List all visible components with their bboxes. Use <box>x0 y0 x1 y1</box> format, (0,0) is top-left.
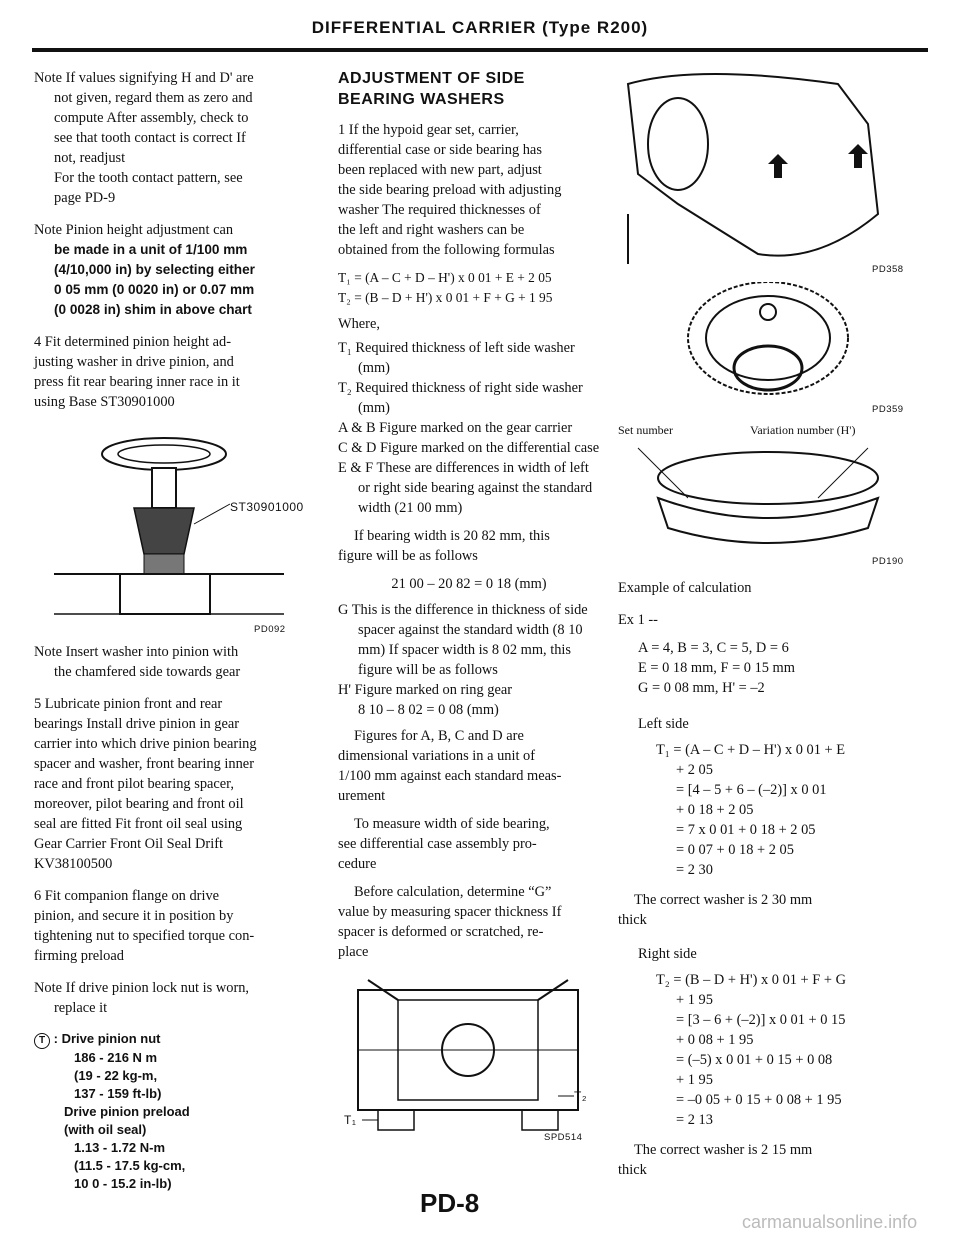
figure-ring-gear-marks <box>618 420 918 570</box>
formula-t2: T₂ = (B – D + H') x 0 01 + F + G + 1 95 <box>338 290 553 305</box>
definition-item: T₂ Required thickness of right side washer (mm) <box>338 380 583 416</box>
torque-spec <box>34 1030 296 1193</box>
before-paragraph: Before calculation, determine “G” value by measuring spacer thickness If spacer is deformed or scratched, re- place <box>338 884 562 960</box>
column-left <box>34 68 304 1193</box>
page-header: DIFFERENTIAL CARRIER (Type R200) <box>311 18 649 37</box>
intro-paragraph: 1 If the hypoid gear set, carrier, differential case or side bearing has been replaced with new part, adjust the side bearing preload with adjusting washer The required thicknesses of the left and right washers can be obtained from the following formulas <box>338 122 562 258</box>
text-line: page PD-9 <box>54 190 116 206</box>
ring-gear-illustration <box>618 282 918 412</box>
note-pinion-height <box>34 220 296 320</box>
figure-carrier-marks <box>618 64 918 274</box>
text-line: moreover, pilot bearing and front oil <box>34 796 244 812</box>
left-result: The correct washer is 2 30 mm thick <box>618 892 813 928</box>
spec-line: Drive pinion preload <box>64 1104 190 1119</box>
text-line: Note Pinion height adjustment can <box>34 222 234 238</box>
text-line: 6 Fit companion flange on drive <box>34 888 220 904</box>
where-label: Where, <box>338 316 380 332</box>
definition-list <box>338 338 600 518</box>
label-set-number: Set number <box>618 423 673 437</box>
text-line: be made in a unit of 1/100 mm <box>54 242 248 257</box>
text-line: (0 0028 in) shim in above chart <box>54 302 252 317</box>
text-line: Note Insert washer into pinion with <box>34 644 239 660</box>
header-rule <box>32 48 928 52</box>
column-middle <box>338 68 600 1148</box>
definition-item: C & D Figure marked on the differential case <box>338 440 600 456</box>
figure-differential-section <box>338 970 600 1143</box>
left-side-calc: T₁ = (A – C + D – H') x 0 01 + E + 2 05 = [4 – 5 + 6 – (–2)] x 0 01 + 0 18 + 2 05 = 7 x 0 01 + 0 18 + 2 05 = 0 07 + 0 18 + 2 05 = 2 30 <box>656 742 846 878</box>
figure-code: PD359 <box>872 404 904 415</box>
press-illustration <box>34 424 296 634</box>
text-line: Note If drive pinion lock nut is worn, <box>34 980 250 996</box>
text-line: the chamfered side towards gear <box>54 664 241 680</box>
torque-wrench-icon: T <box>34 1033 50 1049</box>
g-definition: G This is the difference in thickness of side spacer against the standard width (8 10 mm) If spacer width is 8 02 mm, this figure will be as follows H' Figure marked on ring gear <box>338 602 588 698</box>
bearing-width-text: If bearing width is 20 82 mm, this figure will be as follows <box>338 528 550 564</box>
text-line: replace it <box>54 1000 108 1016</box>
text-line: using Base ST30901000 <box>34 394 175 410</box>
label-variation-number: Variation number (H') <box>750 423 856 437</box>
text-line: firming preload <box>34 948 124 964</box>
text-line: Gear Carrier Front Oil Seal Drift <box>34 836 224 852</box>
label-t1: T₁ <box>344 1113 357 1127</box>
text-line: bearings Install drive pinion in gear <box>34 716 240 732</box>
figure-code: PD358 <box>872 264 904 275</box>
ring-gear-marks-illustration <box>618 438 918 568</box>
spec-line: (with oil seal) <box>64 1122 147 1137</box>
spec-line: (11.5 - 17.5 kg-cm, <box>74 1158 186 1173</box>
note-lock-nut <box>34 978 296 1018</box>
formula-t1: T₁ = (A – C + D – H') x 0 01 + E + 2 05 <box>338 270 552 285</box>
step-4 <box>34 332 296 412</box>
figure-ring-gear <box>618 282 918 415</box>
text-line: carrier into which drive pinion bearing <box>34 736 257 752</box>
spec-line: 1.13 - 1.72 N-m <box>74 1140 166 1155</box>
text-line: 5 Lubricate pinion front and rear <box>34 696 223 712</box>
text-line: pinion, and secure it in position by <box>34 908 234 924</box>
step-5 <box>34 694 296 874</box>
step-6 <box>34 886 296 966</box>
note-tooth-contact <box>34 68 296 208</box>
figure-callout: ST30901000 <box>230 500 304 514</box>
note-insert-washer <box>34 642 296 682</box>
spec-line: 137 - 159 ft-lb) <box>74 1086 162 1101</box>
text-line: press fit rear bearing inner race in it <box>34 374 240 390</box>
right-side-calc: T₂ = (B – D + H') x 0 01 + F + G + 1 95 = [3 – 6 + (–2)] x 0 01 + 0 15 + 0 08 + 1 95 = (–5) x 0 01 + 0 15 + 0 08 + 1 95 = –0 05 + 0 15 + 0 08 + 1 95 = 2 13 <box>656 972 846 1128</box>
page-number: PD-8 <box>420 1188 480 1218</box>
text-line: 4 Fit determined pinion height ad- <box>34 334 232 350</box>
text-line: 0 05 mm (0 0020 in) or 0.07 mm <box>54 282 255 297</box>
h-calc: 8 10 – 8 02 = 0 08 (mm) <box>358 702 499 718</box>
text-line: not, readjust <box>54 150 126 166</box>
text-line: seal are fitted Fit front oil seal using <box>34 816 243 832</box>
example-values: A = 4, B = 3, C = 5, D = 6 E = 0 18 mm, F = 0 15 mm G = 0 08 mm, H' = –2 <box>638 640 795 696</box>
text-line: race and front pilot bearing spacer, <box>34 776 234 792</box>
text-line: (4/10,000 in) by selecting either <box>54 262 255 277</box>
text-line: compute After assembly, check to <box>54 110 249 126</box>
column-right <box>618 58 918 1180</box>
text-line: For the tooth contact pattern, see <box>54 170 243 186</box>
title-line: ADJUSTMENT OF SIDE <box>338 70 525 87</box>
right-result: The correct washer is 2 15 mm thick <box>618 1142 813 1178</box>
example-title: Example of calculation <box>618 580 752 596</box>
gear-carrier-illustration <box>618 64 918 274</box>
text-line: not given, regard them as zero and <box>54 90 253 106</box>
figure-code: PD190 <box>872 556 904 567</box>
text-line: Note If values signifying H and D' are <box>34 70 254 86</box>
figures-paragraph: Figures for A, B, C and D are dimensional variations in a unit of 1/100 mm against each standard meas- urement <box>338 728 562 804</box>
text-line: tightening nut to specified torque con- <box>34 928 255 944</box>
section-title <box>338 68 600 110</box>
definition-item: T₁ Required thickness of left side washer (mm) <box>338 340 575 376</box>
left-side-label: Left side <box>638 716 689 732</box>
text-line: see that tooth contact is correct If <box>54 130 246 146</box>
figure-base-press <box>34 424 304 635</box>
watermark-text: carmanualsonline.info <box>742 1212 918 1232</box>
figure-code: PD092 <box>254 624 286 635</box>
text-line: spacer and washer, front bearing inner <box>34 756 254 772</box>
figure-code: SPD514 <box>544 1132 583 1143</box>
bearing-calc: 21 00 – 20 82 = 0 18 (mm) <box>391 576 547 592</box>
text-line: justing washer in drive pinion, and <box>34 354 234 370</box>
spec-line: 186 - 216 N m <box>74 1050 158 1065</box>
measure-paragraph: To measure width of side bearing, see differential case assembly pro- cedure <box>338 816 550 872</box>
spec-line: (19 - 22 kg-m, <box>74 1068 158 1083</box>
label-t2: T₂ <box>574 1089 587 1103</box>
example-label: Ex 1 -- <box>618 612 658 628</box>
spec-line: : Drive pinion nut <box>53 1031 161 1046</box>
definition-item: A & B Figure marked on the gear carrier <box>338 420 573 436</box>
spec-line: 10 0 - 15.2 in-lb) <box>74 1176 172 1191</box>
definition-item: E & F These are differences in width of left or right side bearing against the standard width (21 00 mm) <box>338 460 593 516</box>
text-line: KV38100500 <box>34 856 113 872</box>
right-side-label: Right side <box>638 946 697 962</box>
title-line: BEARING WASHERS <box>338 91 505 108</box>
differential-cross-section <box>338 970 600 1140</box>
